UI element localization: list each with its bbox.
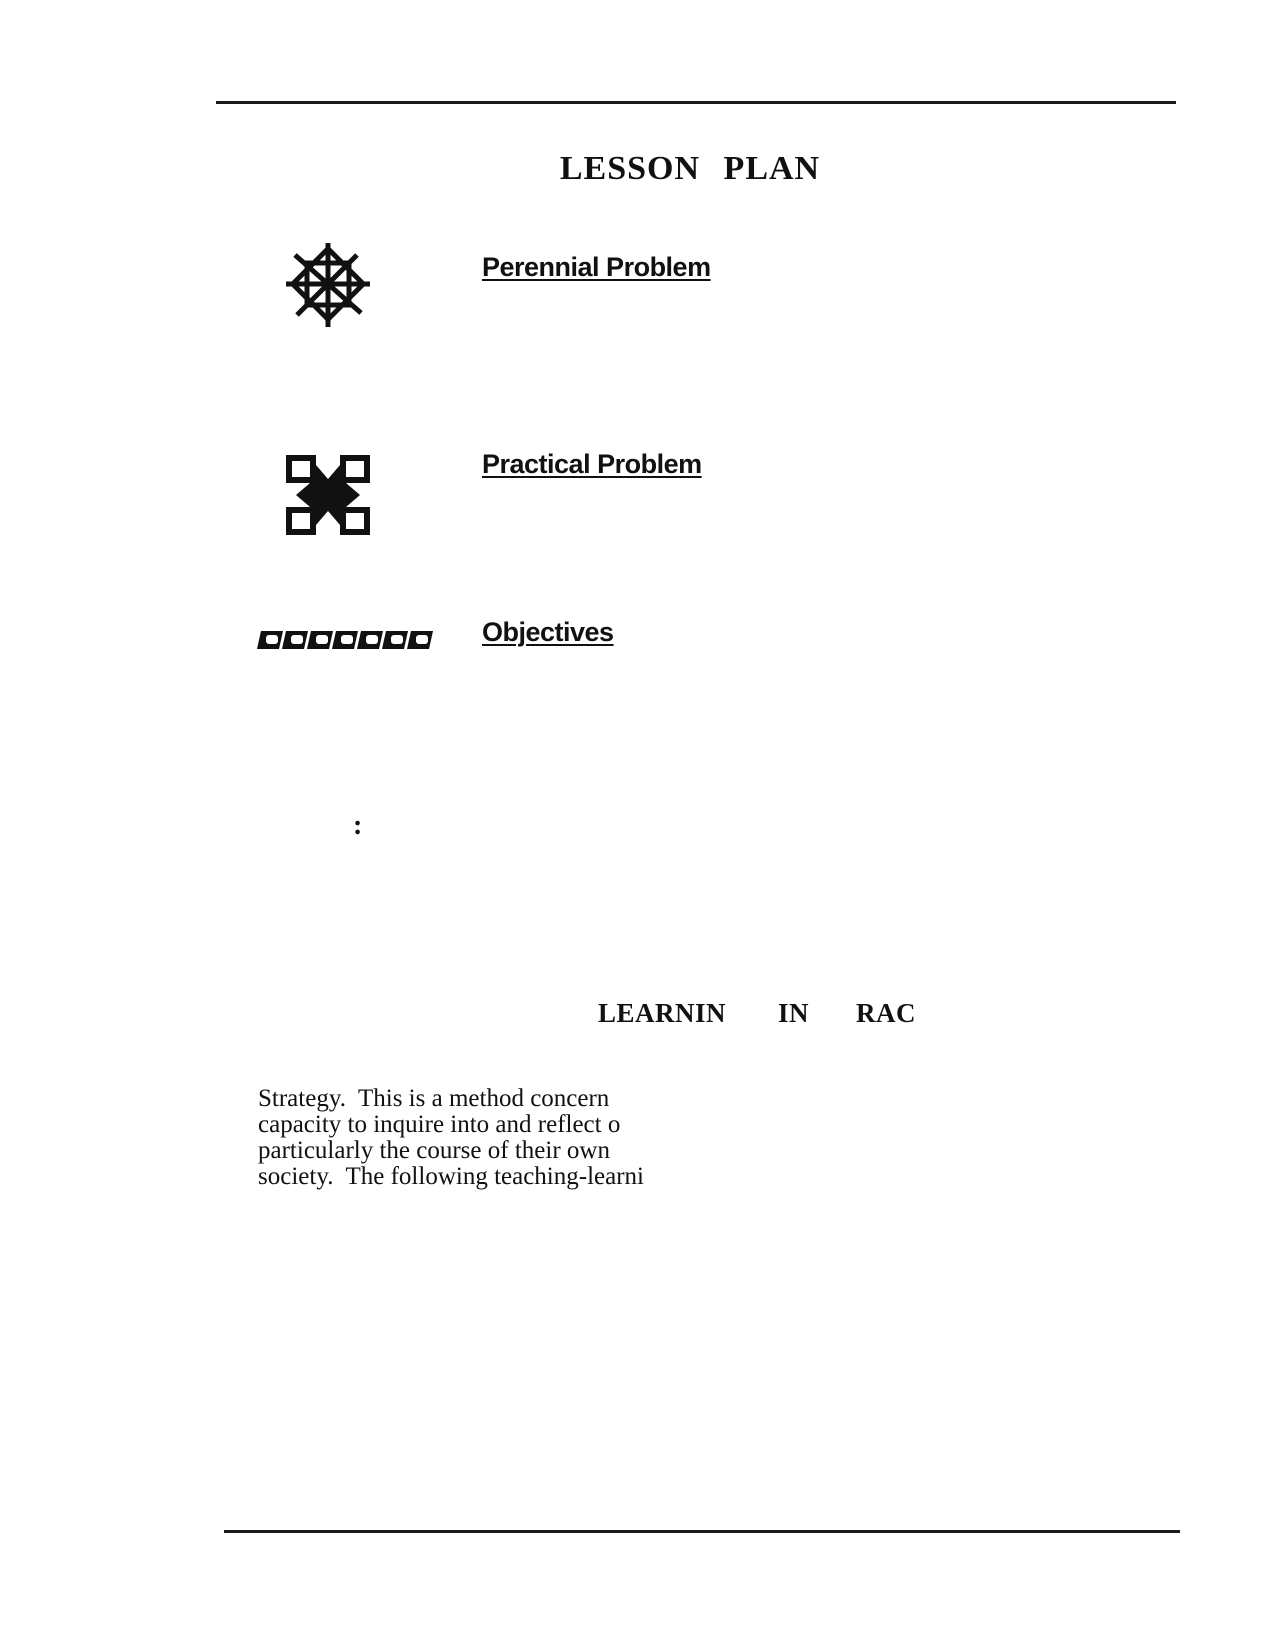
chain-border-icon <box>255 627 440 653</box>
star-block-icon <box>286 455 370 535</box>
section-title-part: LEARNIN <box>598 998 727 1028</box>
strategy-paragraph <box>258 1086 644 1190</box>
perennial-problem-heading: Perennial Problem <box>482 252 711 282</box>
section-title-part: RAC <box>856 998 916 1028</box>
colon-mark: : <box>353 810 363 841</box>
bottom-rule <box>224 1530 1180 1533</box>
paragraph-line: particularly the course of their own <box>258 1137 610 1164</box>
top-rule <box>216 101 1176 104</box>
paragraph-line: society. The following teaching-learni <box>258 1163 644 1190</box>
paragraph-line: capacity to inquire into and reflect o <box>258 1111 621 1138</box>
practical-problem-heading: Practical Problem <box>482 449 702 479</box>
pinwheel-icon <box>275 235 385 340</box>
objectives-heading: Objectives <box>482 617 614 647</box>
paragraph-line: Strategy. This is a method concern <box>258 1085 610 1112</box>
section-title-part: IN <box>778 998 810 1028</box>
section-title <box>598 998 916 1029</box>
page-title: LESSON PLAN <box>559 150 821 187</box>
